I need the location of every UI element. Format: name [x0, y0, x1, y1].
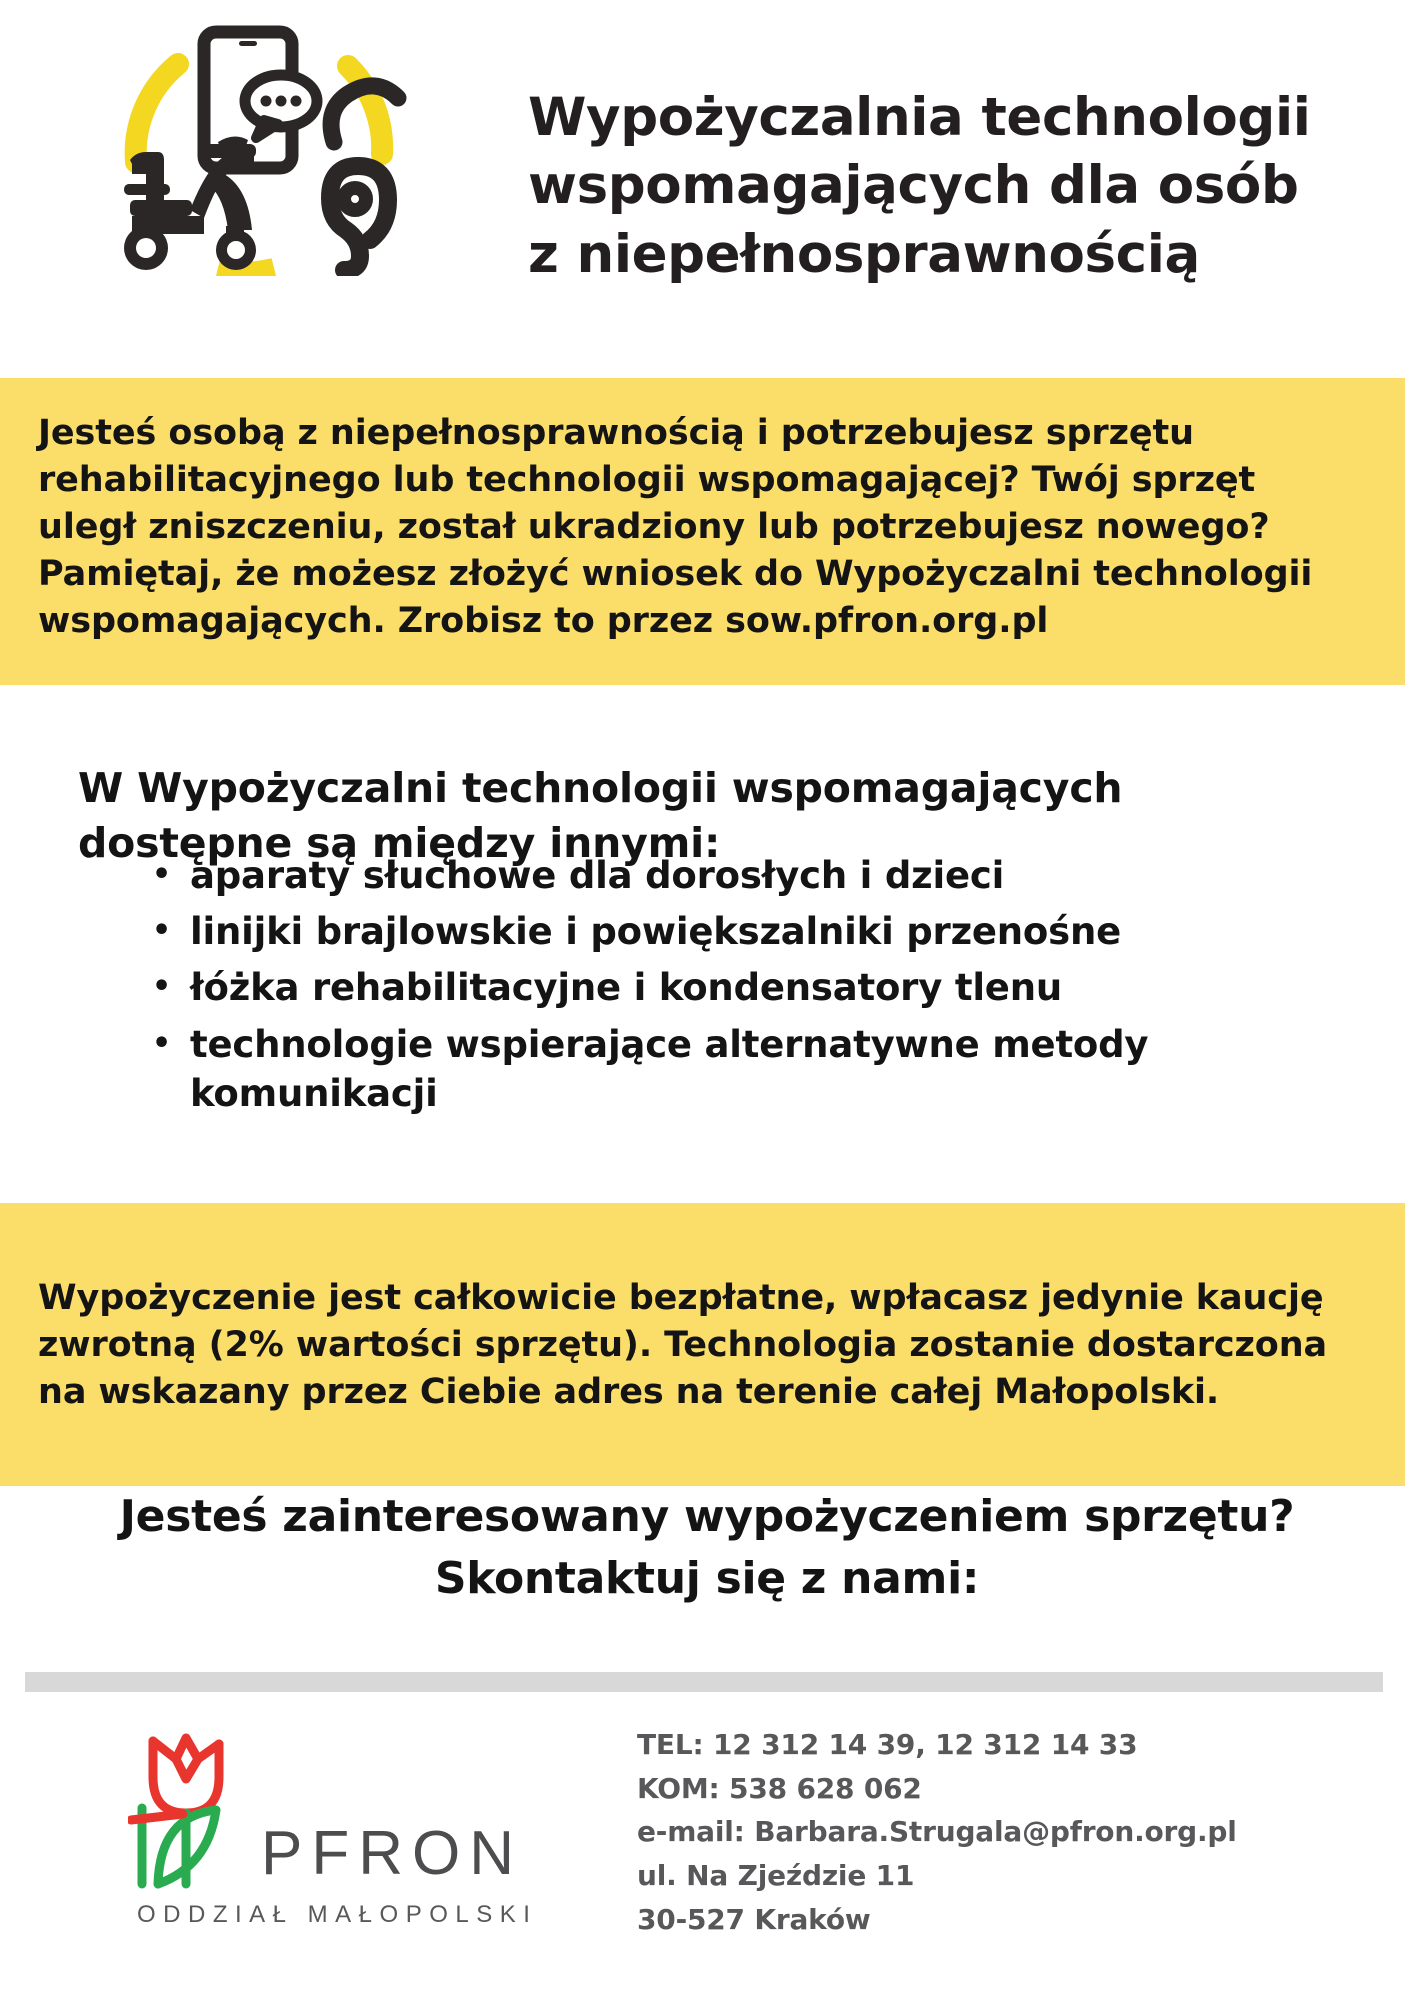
- intro-line-5: wspomagających. Zrobisz to przez sow.pfron.org.pl: [38, 601, 1049, 642]
- list-item: • technologie wspierające alternatywne metody komunikacji: [190, 1020, 1250, 1118]
- available-equipment-heading-line-2: dostępne są między innymi:: [78, 818, 721, 867]
- footer-divider: [25, 1672, 1383, 1692]
- intro-line-3: uległ zniszczeniu, został ukradziony lub potrzebujesz nowego?: [38, 507, 1270, 548]
- terms-yellow-band: [0, 1203, 1405, 1486]
- page-title-line-2: wspomagających dla osób: [528, 155, 1299, 217]
- pfron-logo: [128, 1714, 548, 1964]
- contact-call-to-action: [0, 1486, 1414, 1611]
- contact-street: ul. Na Zjeździe 11: [637, 1859, 915, 1893]
- wypozyczalnia-logo-icon: [96, 14, 408, 276]
- intro-yellow-band: [0, 378, 1405, 685]
- available-equipment-section: [0, 685, 1414, 1203]
- equipment-list: [150, 851, 1370, 1125]
- list-item: • łóżka rehabilitacyjne i kondensatory tlenu: [190, 963, 1250, 1012]
- contact-cta-line-2: Skontaktuj się z nami:: [434, 1553, 980, 1605]
- page-title-line-3: z niepełnosprawnością: [528, 224, 1200, 286]
- contact-tel: TEL: 12 312 14 39, 12 312 14 33: [637, 1728, 1138, 1761]
- contact-city: 30-527 Kraków: [637, 1902, 871, 1936]
- list-item: • aparaty słuchowe dla dorosłych i dzieci: [190, 851, 1250, 900]
- page-title: [528, 84, 1368, 291]
- terms-line-1: Wypożyczenie jest całkowicie bezpłatne, wpłacasz jedynie kaucję: [38, 1278, 1324, 1318]
- poster-footer: [0, 1692, 1414, 2000]
- pfron-wordmark: PFRON: [261, 1819, 523, 1888]
- contact-cta-line-1: Jesteś zainteresowany wypożyczeniem sprzętu?: [119, 1491, 1295, 1542]
- pfron-subtitle: ODDZIAŁ MAŁOPOLSKI: [137, 1901, 538, 1928]
- intro-line-4: Pamiętaj, że możesz złożyć wniosek do Wypożyczalni technologii: [38, 554, 1313, 595]
- terms-text: [38, 1275, 1327, 1416]
- tulip-cross-stroke: [131, 1814, 183, 1820]
- contact-details: [637, 1723, 1237, 1941]
- terms-line-2: zwrotną (2% wartości sprzętu). Technologia zostanie dostarczona: [38, 1325, 1328, 1366]
- terms-line-3: na wskazany przez Ciebie adres na terenie całej Małopolski.: [38, 1372, 1220, 1413]
- contact-email[interactable]: e-mail: Barbara.Strugala@pfron.org.pl: [637, 1815, 1237, 1849]
- page-title-line-1: Wypożyczalnia technologii: [528, 86, 1311, 148]
- mobility-scooter-icon: [124, 136, 256, 270]
- available-equipment-heading-line-1: W Wypożyczalni technologii wspomagających: [78, 764, 1123, 813]
- intro-line-1: Jesteś osobą z niepełnosprawnością i potrzebujesz sprzętu: [38, 413, 1194, 453]
- intro-line-2: rehabilitacyjnego lub technologii wspomagającej? Twój sprzęt: [38, 460, 1256, 501]
- list-item: • linijki brajlowskie i powiększalniki przenośne: [190, 907, 1250, 956]
- tulip-flower-icon: [153, 1738, 219, 1813]
- poster-header: [0, 0, 1414, 378]
- intro-text: [38, 410, 1312, 645]
- contact-mobile: KOM: 538 628 062: [637, 1771, 922, 1805]
